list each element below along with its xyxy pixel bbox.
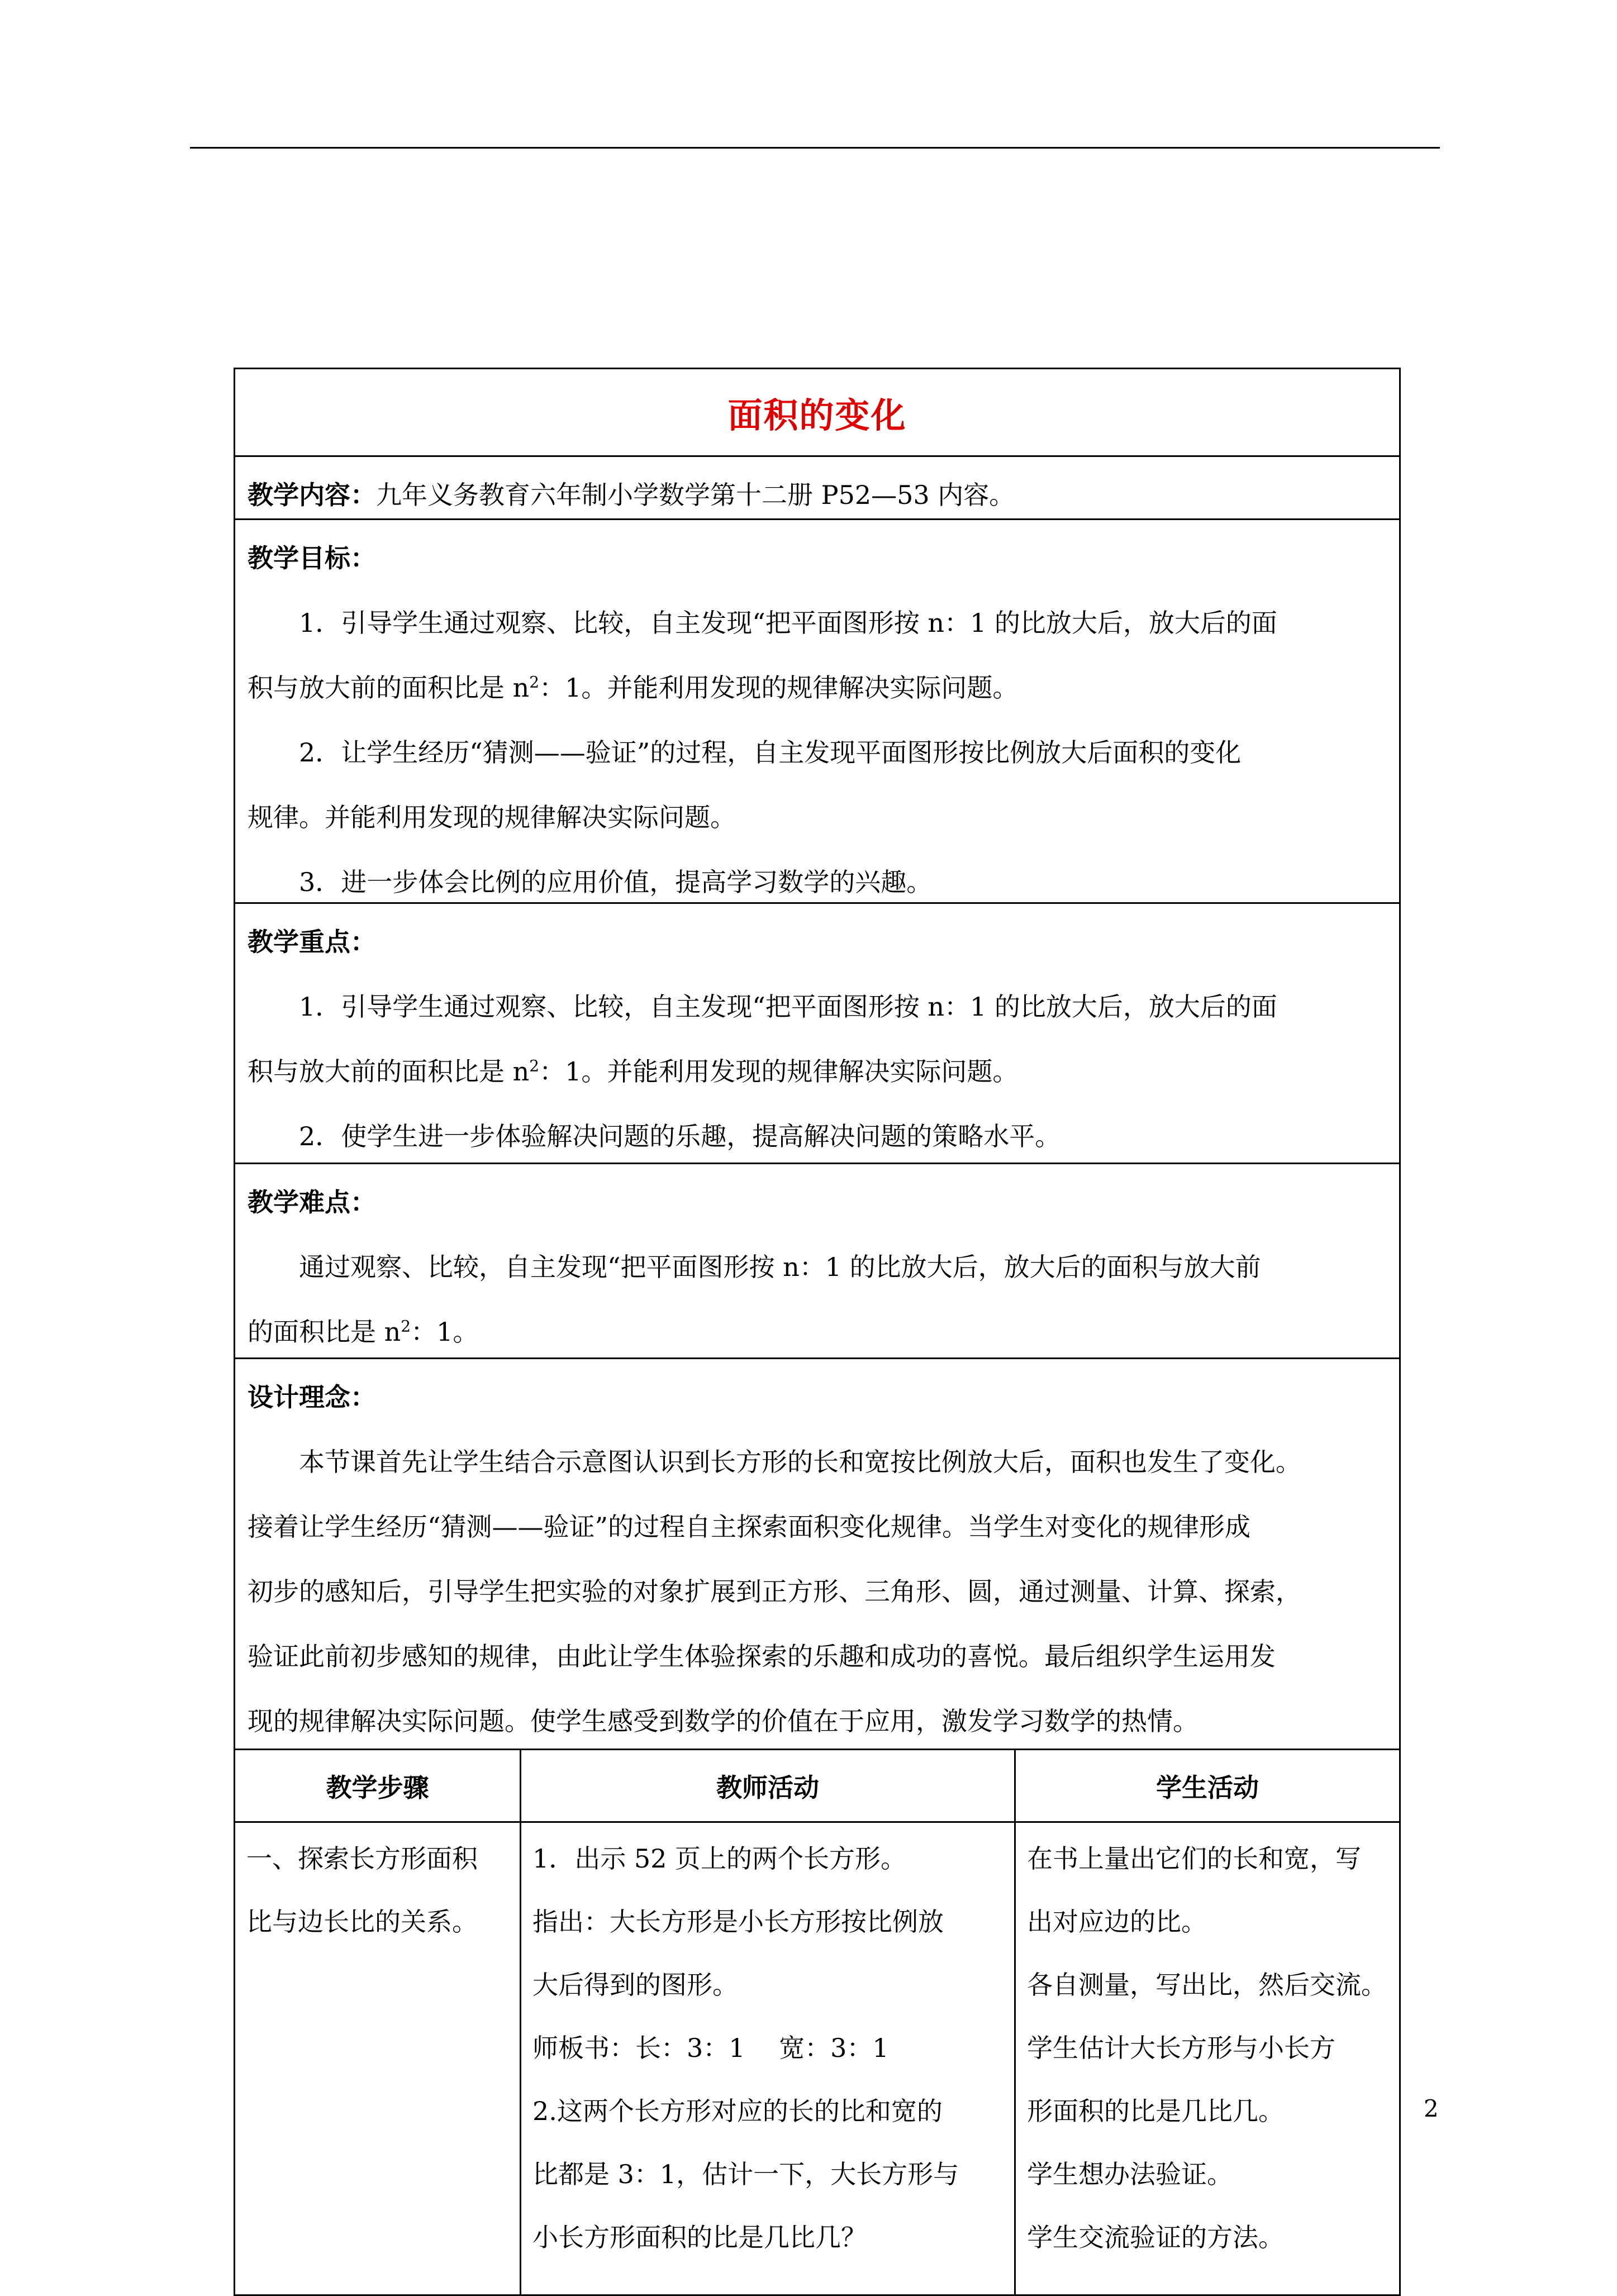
activity-table-row bbox=[235, 1823, 1399, 2294]
difficulties-row bbox=[235, 1164, 1399, 1359]
header-teacher-activity: 教师活动 bbox=[521, 1750, 1016, 1821]
key-points-row bbox=[235, 904, 1399, 1164]
step-line: 一、探索长方形面积 bbox=[246, 1844, 478, 1874]
student-line: 学生估计大长方形与小长方 bbox=[1027, 2033, 1335, 2063]
goal-1-line-2: 积与放大前的面积比是 $n^2$：1。并能利用发现的规律解决实际问题。 bbox=[248, 673, 1019, 703]
teacher-line: 小长方形面积的比是几比几？ bbox=[532, 2222, 867, 2252]
design-line-5: 现的规律解决实际问题。使学生感受到数学的价值在于应用，激发学习数学的热情。 bbox=[248, 1706, 1199, 1736]
key-points-label: 教学重点： bbox=[248, 927, 376, 957]
student-line: 学生想办法验证。 bbox=[1027, 2159, 1233, 2189]
student-activity-cell bbox=[1016, 1823, 1399, 2294]
lesson-plan-table bbox=[234, 368, 1401, 2296]
teacher-line: 大后得到的图形。 bbox=[532, 1970, 738, 2000]
design-line-4: 验证此前初步感知的规律，由此让学生体验探索的乐趣和成功的喜悦。最后组织学生运用发 bbox=[248, 1641, 1276, 1671]
teaching-content-row bbox=[235, 457, 1399, 520]
teacher-line: 2.这两个长方形对应的长的比和宽的 bbox=[532, 2096, 943, 2126]
goal-2-line-2: 规律。并能利用发现的规律解决实际问题。 bbox=[248, 802, 736, 832]
header-student-activity: 学生活动 bbox=[1156, 1772, 1259, 1803]
teacher-line: 师板书：长：3：1 宽：3：1 bbox=[532, 2033, 889, 2063]
teacher-line: 比都是 3：1，估计一下，大长方形与 bbox=[532, 2159, 959, 2189]
design-line-3: 初步的感知后，引导学生把实验的对象扩展到正方形、三角形、圆，通过测量、计算、探索， bbox=[248, 1576, 1301, 1607]
teacher-activity-cell bbox=[521, 1823, 1016, 2294]
student-line: 学生交流验证的方法。 bbox=[1027, 2222, 1284, 2252]
difficulties-label: 教学难点： bbox=[248, 1187, 376, 1217]
teaching-content-label: 教学内容： bbox=[248, 480, 376, 510]
header-teaching-steps: 教学步骤 bbox=[235, 1750, 521, 1821]
teaching-goals-label: 教学目标： bbox=[248, 543, 376, 573]
student-line: 形面积的比是几比几。 bbox=[1027, 2096, 1284, 2126]
header-rule bbox=[190, 147, 1440, 149]
goal-1-line-1: 1．引导学生通过观察、比较，自主发现“把平面图形按 n：1 的比放大后，放大后的面 bbox=[299, 608, 1277, 638]
student-line: 出对应边的比。 bbox=[1027, 1907, 1207, 1937]
student-line: 在书上量出它们的长和宽，写 bbox=[1027, 1844, 1361, 1874]
title-row bbox=[235, 369, 1399, 457]
key-point-1-line-1: 1．引导学生通过观察、比较，自主发现“把平面图形按 n：1 的比放大后，放大后的面 bbox=[299, 992, 1277, 1022]
teacher-line: 1．出示 52 页上的两个长方形。 bbox=[532, 1844, 907, 1874]
page-number: 2 bbox=[1424, 2095, 1439, 2122]
step-cell bbox=[235, 1823, 521, 2294]
key-point-1-line-2: 积与放大前的面积比是 $n^2$：1。并能利用发现的规律解决实际问题。 bbox=[248, 1056, 1019, 1087]
step-line: 比与边长比的关系。 bbox=[246, 1907, 478, 1937]
teaching-content-text: 九年义务教育六年制小学数学第十二册 P52—53 内容。 bbox=[376, 480, 1015, 510]
student-line: 各自测量，写出比，然后交流。 bbox=[1027, 1970, 1387, 2000]
key-point-2: 2．使学生进一步体验解决问题的乐趣，提高解决问题的策略水平。 bbox=[299, 1121, 1061, 1151]
difficulty-line-2: 的面积比是 $n^2$：1。 bbox=[248, 1317, 479, 1347]
difficulty-line-1: 通过观察、比较，自主发现“把平面图形按 n：1 的比放大后，放大后的面积与放大前 bbox=[299, 1252, 1261, 1282]
page-title: 面积的变化 bbox=[727, 394, 907, 436]
design-line-2: 接着让学生经历“猜测——验证”的过程自主探索面积变化规律。当学生对变化的规律形成 bbox=[248, 1512, 1251, 1542]
design-concept-row bbox=[235, 1359, 1399, 1750]
goal-2-line-1: 2．让学生经历“猜测——验证”的过程，自主发现平面图形按比例放大后面积的变化 bbox=[299, 737, 1242, 768]
teaching-goals-row bbox=[235, 520, 1399, 904]
design-concept-label: 设计理念： bbox=[248, 1382, 376, 1412]
goal-3: 3．进一步体会比例的应用价值，提高学习数学的兴趣。 bbox=[299, 867, 933, 897]
activity-table-header bbox=[235, 1750, 1399, 1823]
teacher-line: 指出：大长方形是小长方形按比例放 bbox=[532, 1907, 944, 1937]
design-line-1: 本节课首先让学生结合示意图认识到长方形的长和宽按比例放大后，面积也发生了变化。 bbox=[299, 1447, 1301, 1477]
